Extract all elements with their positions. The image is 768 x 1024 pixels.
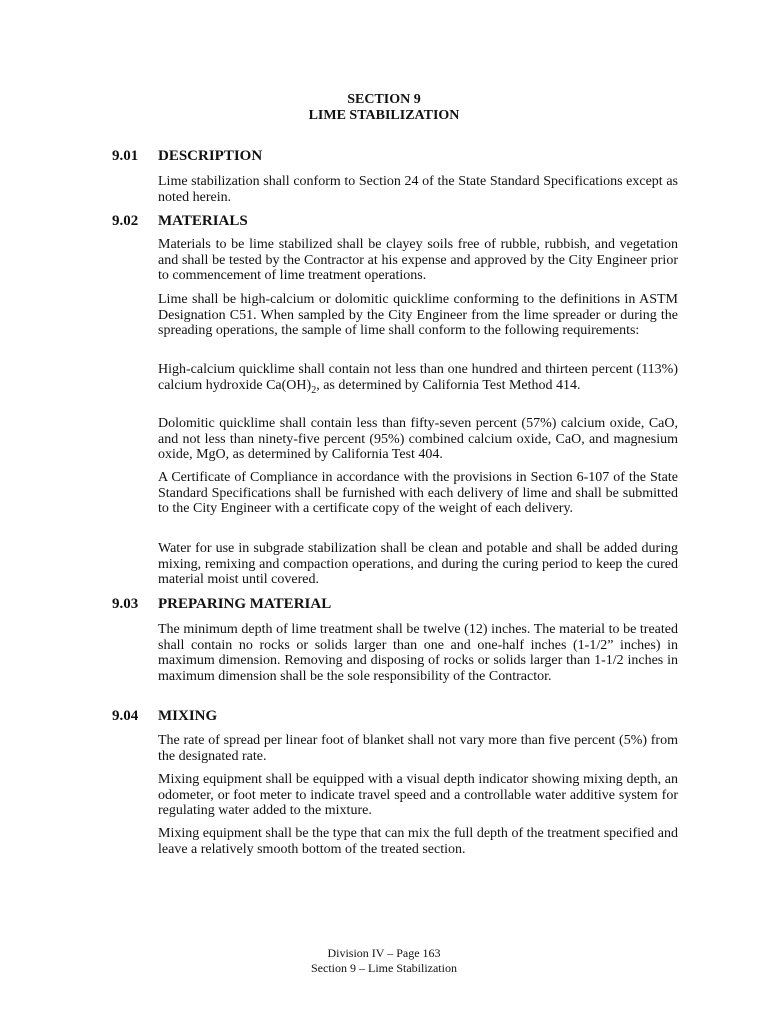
section-number: SECTION 9	[347, 92, 421, 107]
heading-title: MIXING	[158, 708, 218, 724]
text-run: , as determined by California Test Method 414.	[316, 377, 581, 393]
section-header	[0, 92, 768, 124]
paragraph-mixing-2: Mixing equipment shall be equipped with a visual depth indicator showing mixing depth, an odometer, or foot meter to indicate travel speed and a controllable water additive system for regulating water added to the mixture.	[158, 772, 678, 819]
paragraph-materials-4: Dolomitic quicklime shall contain less than fifty-seven percent (57%) calcium oxide, CaO, and not less than ninety-five percent (95%) combined calcium oxide, CaO, and magnesium oxide, MgO, as determined by California Test 404.	[158, 416, 678, 463]
footer-page-number: Division IV – Page 163	[327, 946, 441, 960]
paragraph-materials-5: A Certificate of Compliance in accordance with the provisions in Section 6-107 of the State Standard Specifications shall be furnished with each delivery of lime and shall be submitted to the City Engineer with a certificate copy of the weight of each delivery.	[158, 470, 678, 517]
footer-section-name: Section 9 – Lime Stabilization	[311, 961, 457, 975]
heading-number: 9.02	[112, 213, 139, 229]
heading-9-04	[112, 707, 217, 725]
paragraph-preparing: The minimum depth of lime treatment shall be twelve (12) inches. The material to be treated shall contain no rocks or solids larger than one and one-half inches (1-1/2” inches) in maximum dimension. Removing and disposing of rocks or solids larger than 1-1/2 inches in maximum dimension shall be the sole responsibility of the Contractor.	[158, 622, 678, 684]
heading-title: DESCRIPTION	[158, 148, 263, 164]
paragraph-materials-3	[158, 362, 678, 396]
paragraph-mixing-1: The rate of spread per linear foot of blanket shall not vary more than five percent (5%) from the designated rate.	[158, 733, 678, 764]
paragraph-description: Lime stabilization shall conform to Section 24 of the State Standard Specifications except as noted herein.	[158, 174, 678, 205]
section-title: LIME STABILIZATION	[308, 108, 460, 123]
paragraph-mixing-3: Mixing equipment shall be the type that can mix the full depth of the treatment specified and leave a relatively smooth bottom of the treated section.	[158, 826, 678, 857]
heading-number: 9.04	[112, 708, 139, 724]
heading-title: PREPARING MATERIAL	[158, 596, 332, 612]
heading-number: 9.01	[112, 148, 139, 164]
paragraph-materials-1: Materials to be lime stabilized shall be clayey soils free of rubble, rubbish, and vegetation and shall be tested by the Contractor at his expense and approved by the City Engineer prior to commencement of lime treatment operations.	[158, 237, 678, 284]
heading-number: 9.03	[112, 596, 139, 612]
text-run: High-calcium quicklime shall contain not less than one hundred and thirteen percent (113%) calcium hydroxide Ca(OH)	[158, 362, 678, 393]
subscript: 2	[311, 384, 317, 396]
paragraph-materials-2: Lime shall be high-calcium or dolomitic quicklime conforming to the definitions in ASTM Designation C51. When sampled by the City Engineer from the lime spreader or during the spreading operations, the sample of lime shall conform to the following requirements:	[158, 292, 678, 339]
page-footer	[0, 946, 768, 976]
heading-9-03	[112, 595, 331, 613]
heading-9-01	[112, 147, 262, 165]
heading-title: MATERIALS	[158, 213, 248, 229]
heading-9-02	[112, 212, 248, 230]
paragraph-materials-6: Water for use in subgrade stabilization shall be clean and potable and shall be added during mixing, remixing and compaction operations, and during the curing period to keep the cured material moist until covered.	[158, 541, 678, 588]
